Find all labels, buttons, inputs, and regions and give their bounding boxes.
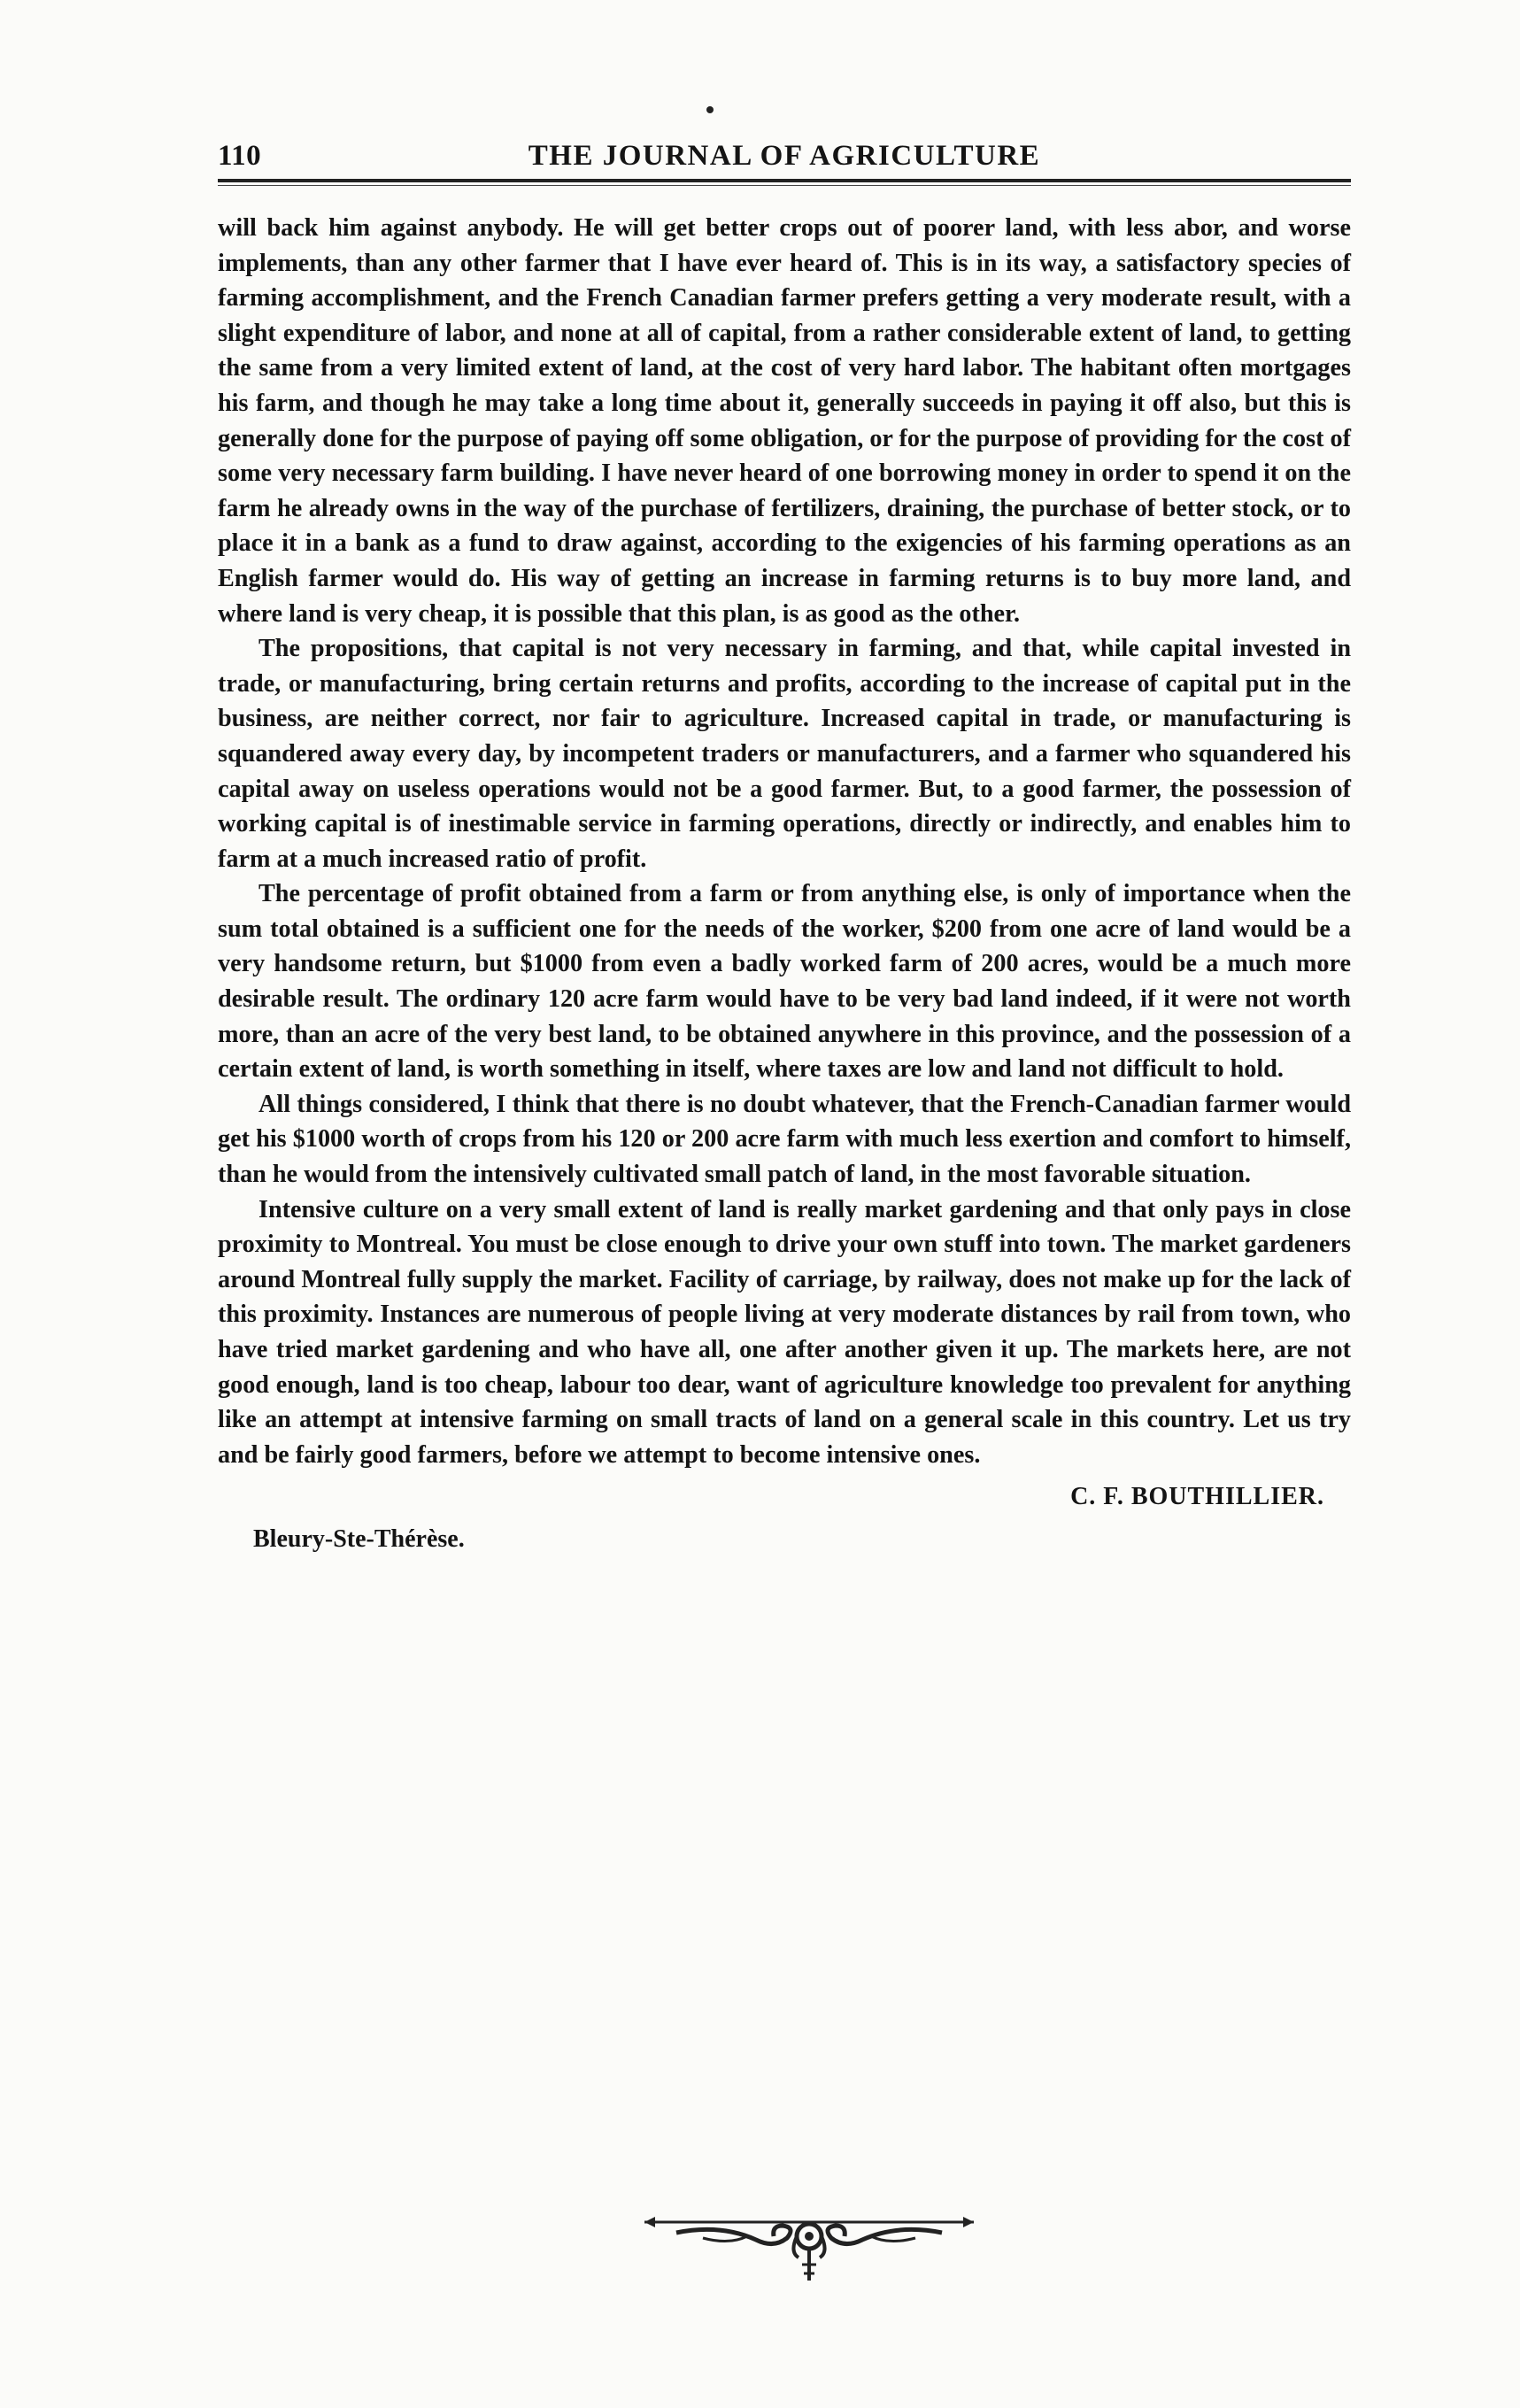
page-number: 110 <box>218 140 262 172</box>
decorative-scroll-ornament-icon <box>641 2206 977 2286</box>
paragraph-4: All things considered, I think that there is no doubt whatever, that the French-Canadian farmer would get his $1000 worth of crops from his 120 or 200 acre farm with much less exertion and comfort to himself, than he would from the intensively cultivated small patch of land, in the most favorable situation. <box>218 1090 1351 1189</box>
signature-block <box>218 1483 1351 1563</box>
article-body <box>218 211 1351 1472</box>
paragraph-5: Intensive culture on a very small extent of land is really market gardening and that only pays in close proximity to Montreal. You must be close enough to drive your own stuff into town. The market gardeners around Montreal fully supply the market. Facility of carriage, by railway, does not make up for the lack of this proximity. Instances are numerous of people living at very moderate distances by rail from town, who have tried market gardening and who have all, one after another given it up. The markets here, are not good enough, land is too cheap, labour too dear, want of agriculture knowledge too prevalent for anything like an attempt at intensive farming on small tracts of land on a general scale in this country. Let us try and be fairly good farmers, before we attempt to become intensive ones. <box>218 1195 1351 1469</box>
journal-page <box>218 133 1351 1563</box>
running-head <box>218 133 1351 179</box>
paragraph-1: will back him against anybody. He will get better crops out of poorer land, with less abor, and worse implements, than any other farmer that I have ever heard of. This is in its way, a satisfactory species of farming accomplishment, and the French Canadian farmer prefers getting a very moderate result, with a slight expenditure of labor, and none at all of capital, from a rather considerable extent of land, to getting the same from a very limited extent of land, at the cost of very hard labor. The habitant often mortgages his farm, and though he may take a long time about it, generally succeeds in paying it off also, but this is generally done for the purpose of paying off some obligation, or for the purpose of providing for the cost of some very necessary farm building. I have never heard of one borrowing money in order to spend it on the farm he already owns in the way of the purchase of fertilizers, draining, the purchase of better stock, or to place it in a bank as a fund to draw against, according to the exigencies of his farming operations as an English farmer would do. His way of getting an increase in farming returns is to buy more land, and where land is very cheap, it is possible that this plan, is as good as the other. <box>218 214 1351 628</box>
author-signature: C. F. BOUTHILLIER. <box>1070 1483 1324 1511</box>
journal-title: THE JOURNAL OF AGRICULTURE <box>528 140 1041 172</box>
place-line: Bleury-Ste-Thérèse. <box>253 1525 465 1554</box>
paragraph-3: The percentage of profit obtained from a farm or from anything else, is only of importance when the sum total obtained is a sufficient one for the needs of the worker, $200 from one acre of land would be a very handsome return, but $1000 from even a badly worked farm of 200 acres, would be a much more desirable result. The ordinary 120 acre farm would have to be very bad land indeed, if it were not worth more, than an acre of the very best land, to be obtained anywhere in this province, and the possession of a certain extent of land, is worth something in itself, where taxes are low and land not difficult to hold. <box>218 880 1351 1084</box>
ink-dot <box>706 106 714 113</box>
header-rule <box>218 179 1351 186</box>
paragraph-2: The propositions, that capital is not very necessary in farming, and that, while capital invested in trade, or manufacturing, bring certain returns and profits, according to the increase of capital put in the business, are neither correct, nor fair to agriculture. Increased capital in trade, or manufacturing is squandered away every day, by incompetent traders or manufacturers, and a farmer who squandered his capital away on useless operations would not be a good farmer. But, to a good farmer, the possession of working capital is of inestimable service in farming operations, directly or indirectly, and enables him to farm at a much increased ratio of profit. <box>218 635 1351 873</box>
